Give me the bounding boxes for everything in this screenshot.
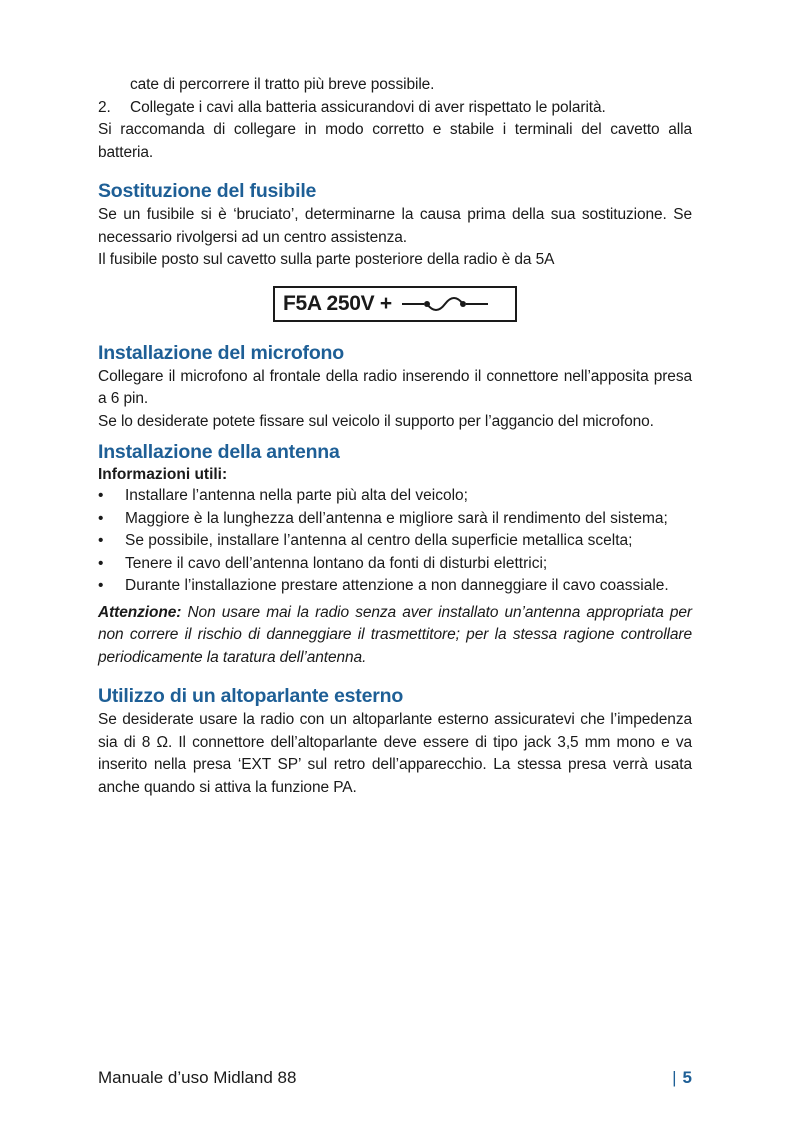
fuse-diagram-label: F5A 250V + bbox=[283, 291, 392, 315]
page-content bbox=[98, 74, 692, 799]
warning-text: Non usare mai la radio senza aver installato un’antenna appropriata per non correre il rischio di danneggiare il trasmettitore; per la stessa ragione controllare periodicamente la taratura dell’antenna. bbox=[98, 603, 692, 666]
bullet-icon: • bbox=[98, 532, 104, 549]
item-number: 2. bbox=[98, 98, 111, 116]
antenna-warning bbox=[98, 602, 692, 670]
antenna-subheading: Informazioni utili: bbox=[98, 466, 228, 483]
microphone-paragraph-2: Se lo desiderate potete fissare sul veicolo il supporto per l’aggancio del microfono. bbox=[98, 412, 654, 430]
fuse-heading: Sostituzione del fusibile bbox=[98, 180, 317, 202]
page-number: | 5 bbox=[672, 1068, 692, 1087]
bullet-icon: • bbox=[98, 509, 104, 527]
list-item: • Maggiore è la lunghezza dell’antenna e migliore sarà il rendimento del sistema; bbox=[98, 508, 692, 531]
list-item: • Se possibile, installare l’antenna al centro della superficie metallica scelta; bbox=[98, 530, 692, 553]
intro-continuation: cate di percorrere il tratto più breve possibile. bbox=[130, 76, 435, 93]
fuse-diagram bbox=[273, 286, 517, 322]
fuse-paragraph-1: Se un fusibile si è ‘bruciato’, determinarne la causa prima della sua sostituzione. Se necessario rivolgersi ad un centro assistenza. bbox=[98, 206, 692, 246]
microphone-heading: Installazione del microfono bbox=[98, 341, 344, 364]
bullet-icon: • bbox=[98, 577, 104, 594]
speaker-paragraph: Se desiderate usare la radio con un altoparlante esterno assicuratevi che l’impedenza sia di 8 Ω. Il connettore dell’altoparlante deve essere di tipo jack 3,5 mm mono e va inserito nella presa ‘EXT SP’ sul retro dell’apparecchio. La stessa presa verrà usata anche quando si attiva la funzione PA. bbox=[98, 711, 692, 796]
bullet-icon: • bbox=[98, 554, 104, 572]
warning-label: Attenzione: bbox=[98, 603, 182, 621]
page-footer bbox=[98, 1066, 692, 1090]
battery-paragraph: Si raccomanda di collegare in modo corretto e stabile i terminali del cavetto alla batteria. bbox=[98, 121, 692, 161]
page-separator: | bbox=[672, 1068, 677, 1087]
fuse-paragraph-2: Il fusibile posto sul cavetto sulla parte posteriore della radio è da 5A bbox=[98, 251, 555, 268]
fuse-symbol-icon bbox=[400, 292, 490, 316]
bullet-icon: • bbox=[98, 487, 104, 504]
microphone-paragraph-1: Collegare il microfono al frontale della radio inserendo il connettore nell’apposita presa a 6 pin. bbox=[98, 367, 692, 407]
antenna-heading: Installazione della antenna bbox=[98, 441, 340, 463]
manual-title: Manuale d’uso Midland 88 bbox=[98, 1068, 297, 1087]
numbered-item-2 bbox=[98, 97, 692, 120]
list-item: • Durante l’installazione prestare attenzione a non danneggiare il cavo coassiale. bbox=[98, 575, 692, 598]
antenna-tips-list bbox=[98, 485, 692, 598]
speaker-heading: Utilizzo di un altoparlante esterno bbox=[98, 685, 404, 707]
list-item: • Installare l’antenna nella parte più alta del veicolo; bbox=[98, 485, 692, 508]
list-item: • Tenere il cavo dell’antenna lontano da fonti di disturbi elettrici; bbox=[98, 553, 692, 576]
item-text: Collegate i cavi alla batteria assicurandovi di aver rispettato le polarità. bbox=[130, 98, 606, 116]
